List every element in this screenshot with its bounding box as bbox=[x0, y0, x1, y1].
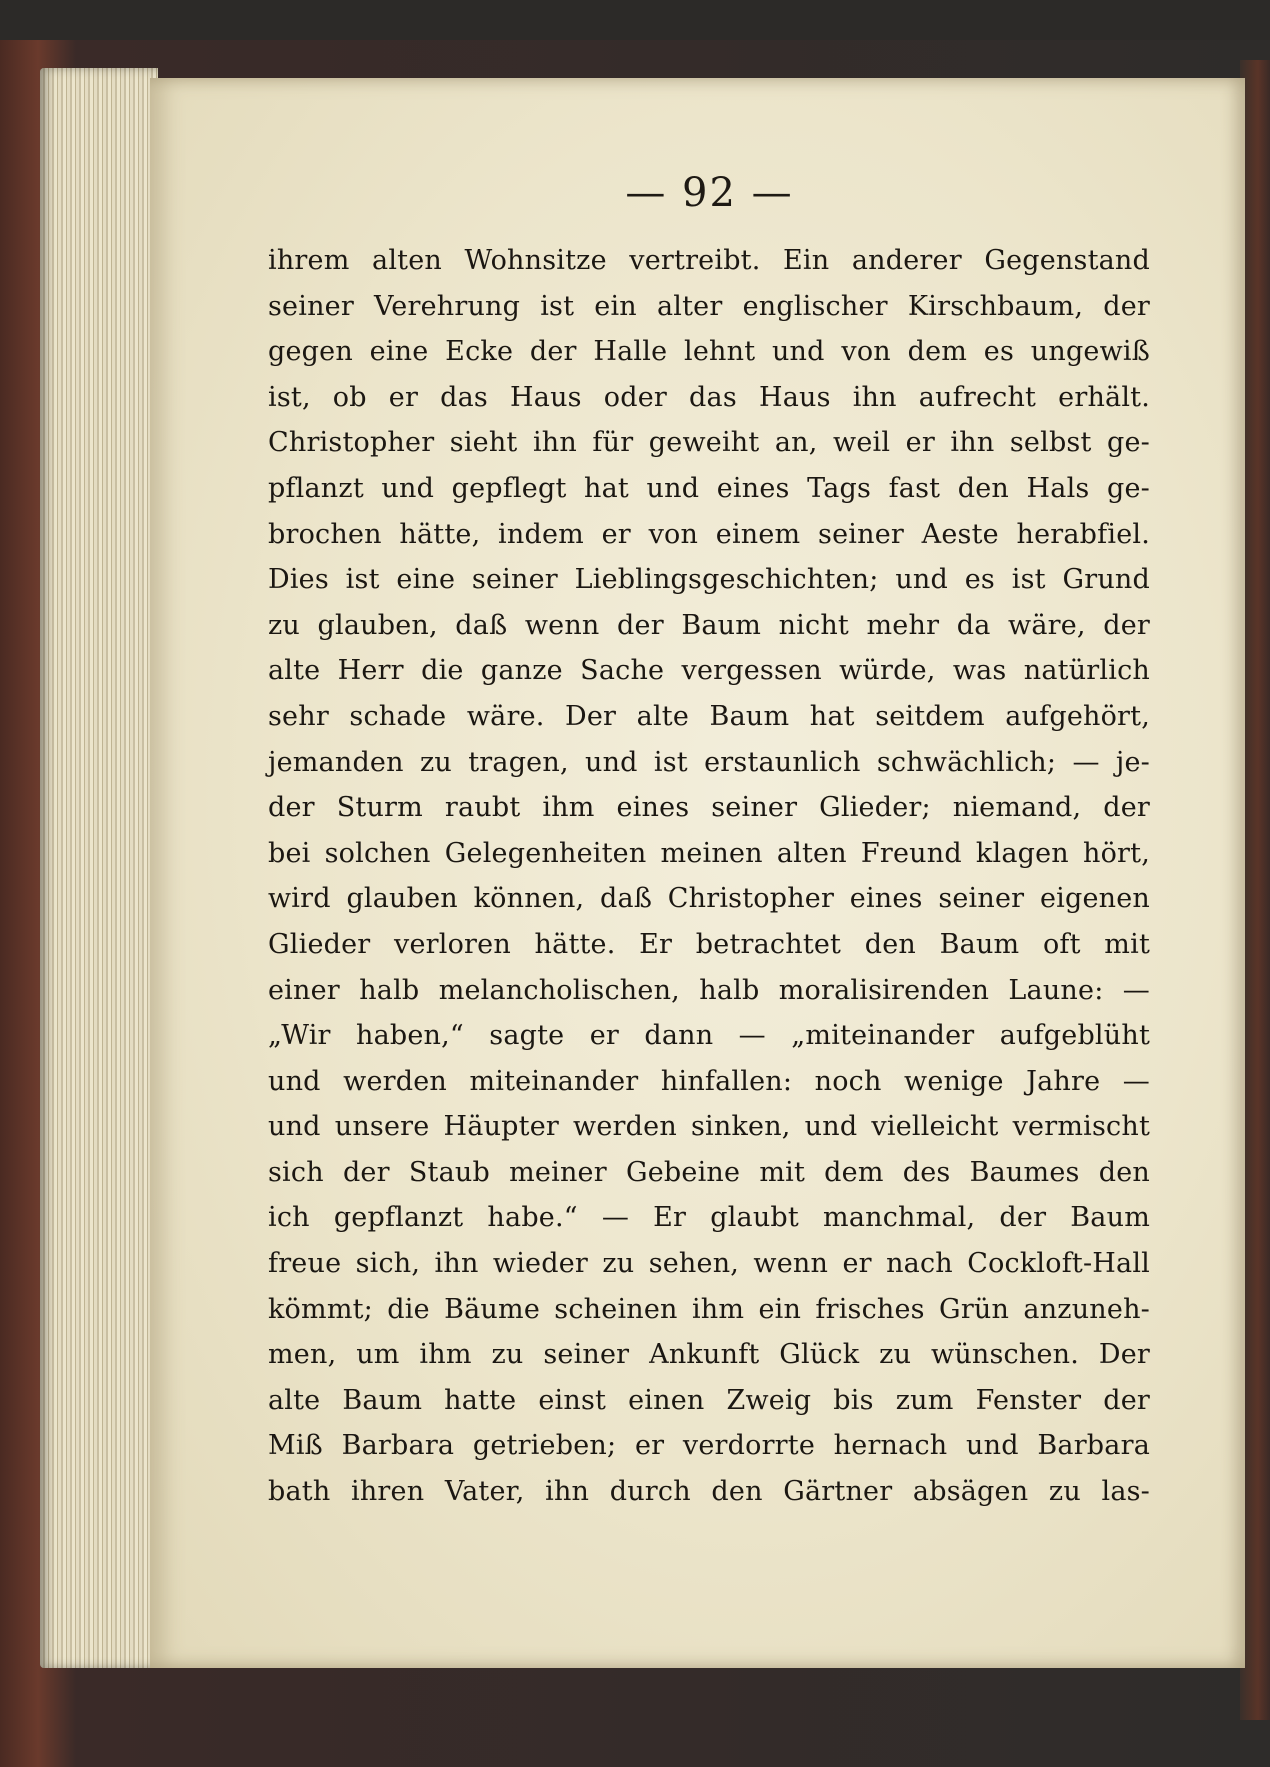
page-number: — 92 — bbox=[625, 170, 794, 216]
text-line: gegen eine Ecke der Halle lehnt und von dem es ungewiß bbox=[268, 336, 1150, 368]
text-line: zu glauben, daß wenn der Baum nicht mehr da wäre, der bbox=[268, 609, 1150, 641]
text-line: der Sturm raubt ihm eines seiner Glieder; niemand, der bbox=[268, 792, 1150, 824]
book-page bbox=[150, 78, 1245, 1668]
text-line: ich gepflanzt habe.“ — Er glaubt manchmal, der Baum bbox=[268, 1202, 1150, 1234]
text-line: Christopher sieht ihn für geweiht an, weil er ihn selbst ge- bbox=[268, 427, 1150, 459]
page-edges bbox=[40, 68, 158, 1668]
text-line: einer halb melancholischen, halb moralisirenden Laune: — bbox=[268, 974, 1150, 1006]
text-line: brochen hätte, indem er von einem seiner Aeste herabfiel. bbox=[268, 518, 1150, 550]
text-line: und werden miteinander hinfallen: noch wenige Jahre — bbox=[268, 1065, 1150, 1097]
text-line: bei solchen Gelegenheiten meinen alten Freund klagen hört, bbox=[268, 837, 1150, 869]
text-line: seiner Verehrung ist ein alter englischer Kirschbaum, der bbox=[268, 290, 1150, 322]
body-text bbox=[268, 238, 1150, 1515]
text-line: sich der Staub meiner Gebeine mit dem des Baumes den bbox=[268, 1156, 1150, 1188]
text-line: pflanzt und gepflegt hat und eines Tags fast den Hals ge- bbox=[268, 472, 1150, 504]
text-line: Glieder verloren hätte. Er betrachtet den Baum oft mit bbox=[268, 928, 1150, 960]
text-line: Miß Barbara getrieben; er verdorrte hernach und Barbara bbox=[268, 1430, 1150, 1462]
text-line: wird glauben können, daß Christopher eines seiner eigenen bbox=[268, 883, 1150, 915]
text-line: ist, ob er das Haus oder das Haus ihn aufrecht erhält. bbox=[268, 381, 1150, 413]
text-line: alte Baum hatte einst einen Zweig bis zum Fenster der bbox=[268, 1384, 1150, 1416]
text-line: ihrem alten Wohnsitze vertreibt. Ein anderer Gegenstand bbox=[268, 245, 1150, 276]
text-line: freue sich, ihn wieder zu sehen, wenn er nach Cockloft-Hall bbox=[268, 1248, 1150, 1280]
text-line: men, um ihm zu seiner Ankunft Glück zu wünschen. Der bbox=[268, 1339, 1150, 1371]
text-line: kömmt; die Bäume scheinen ihm ein frisches Grün anzuneh- bbox=[268, 1293, 1150, 1325]
text-line: sehr schade wäre. Der alte Baum hat seitdem aufgehört, bbox=[268, 700, 1150, 732]
text-line: Dies ist eine seiner Lieblingsgeschichten; und es ist Grund bbox=[268, 564, 1150, 596]
text-line: „Wir haben,“ sagte er dann — „miteinander aufgeblüht bbox=[268, 1020, 1150, 1052]
text-line: und unsere Häupter werden sinken, und vielleicht vermischt bbox=[268, 1111, 1150, 1143]
text-line: bath ihren Vater, ihn durch den Gärtner absägen zu las- bbox=[268, 1476, 1150, 1508]
text-line: alte Herr die ganze Sache vergessen würde, was natürlich bbox=[268, 655, 1150, 687]
text-line: jemanden zu tragen, und ist erstaunlich schwächlich; — je- bbox=[268, 746, 1150, 778]
